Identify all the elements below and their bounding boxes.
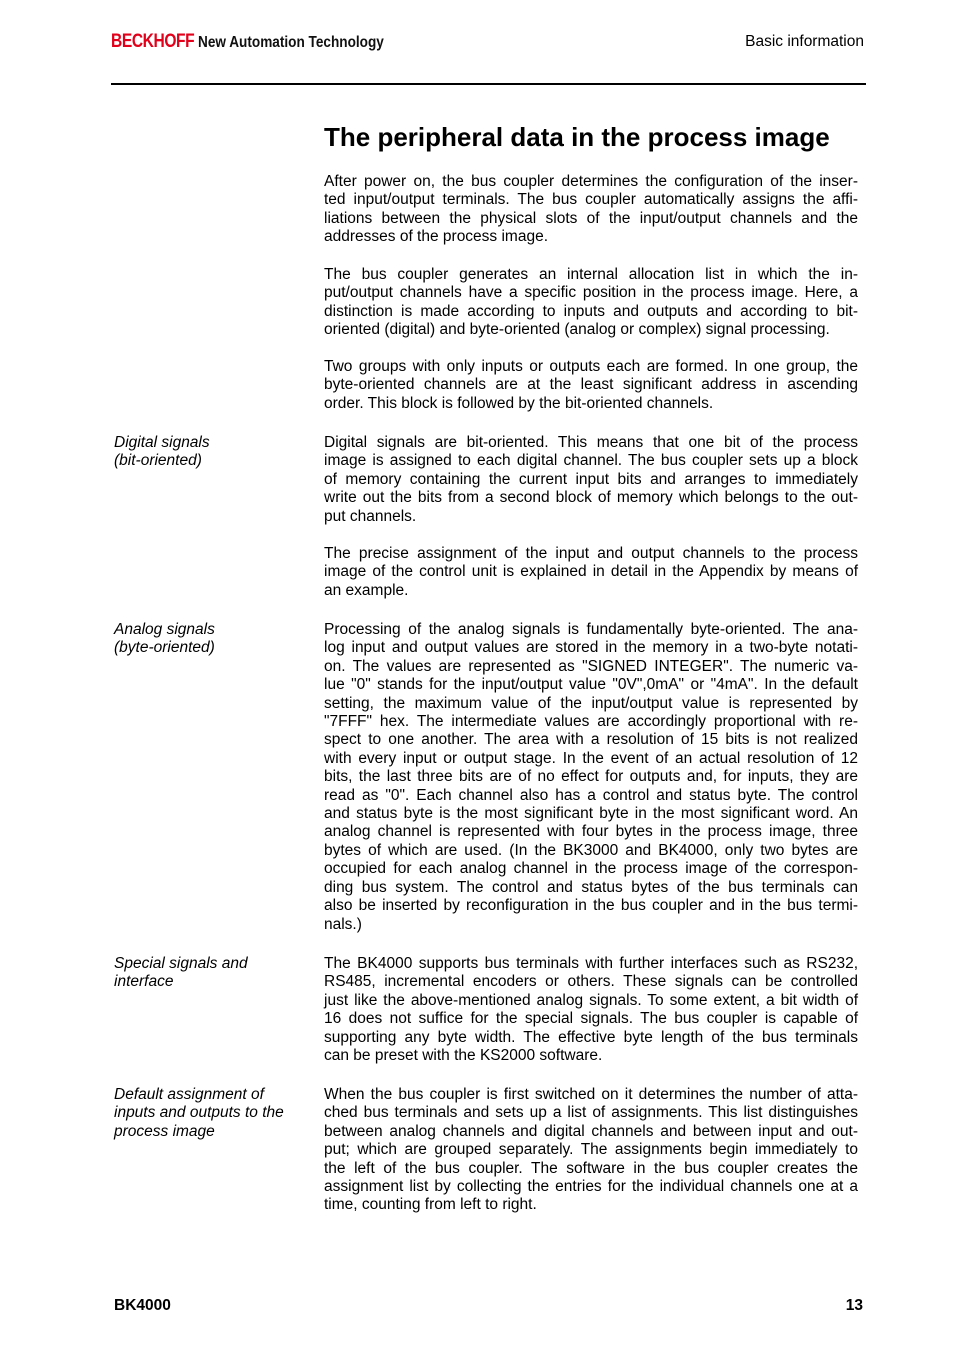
margin-label-line: interface xyxy=(114,973,174,991)
paragraph-line: also be inserted by reconfiguration in the bus coupler and in the bus termi- xyxy=(324,897,858,915)
paragraph-line: Two groups with only inputs or outputs each are formed. In one group, the xyxy=(324,358,858,375)
paragraph-line: on. The values are represented as "SIGNED INTEGER". The numeric va- xyxy=(324,657,858,675)
paragraph-line: read as "0". Each channel also has a control and status byte. The control xyxy=(324,786,858,804)
paragraph-line: the left of the bus coupler. The software in the bus coupler creates the xyxy=(324,1159,858,1177)
paragraph-line: ted input/output terminals. The bus coupler automatically assigns the affi- xyxy=(324,191,858,209)
logo-brand: BECKHOFF xyxy=(111,31,195,52)
paragraph-line: lue "0" stands for the input/output value "0V",0mA" or "4mA". In the default xyxy=(324,676,858,694)
paragraph-line: ched bus terminals and sets up a list of assignments. This list distinguishes xyxy=(324,1104,858,1122)
margin-label-line: process image xyxy=(114,1122,215,1140)
paragraph-line: liations between the physical slots of the input/output channels and the xyxy=(324,209,858,227)
paragraph-line: setting, the maximum value of the input/output value is represented by xyxy=(324,694,858,712)
paragraph xyxy=(324,434,858,526)
paragraph-line: of memory containing the current input bits and arranges to immediately xyxy=(324,470,858,488)
paragraph-line: Processing of the analog signals is fundamentally byte-oriented. The ana- xyxy=(324,621,858,638)
paragraph-line: bits, the last three bits are of no effect for outputs and, for inputs, they are xyxy=(324,768,858,786)
paragraph xyxy=(324,1086,858,1215)
paragraph-line: image is assigned to each digital channel. The bus coupler sets up a block xyxy=(324,452,858,470)
paragraph-line: After power on, the bus coupler determines the configuration of the inser- xyxy=(324,173,858,190)
paragraph xyxy=(324,621,858,934)
margin-label xyxy=(114,1086,284,1141)
paragraph xyxy=(324,955,858,1065)
margin-label-line: inputs and outputs to the xyxy=(114,1104,284,1122)
paragraph-line: write out the bits from a second block of memory which belongs to the out- xyxy=(324,489,858,507)
beckhoff-logo xyxy=(111,31,384,53)
paragraph-line: "7FFF" hex. The intermediate values are accordingly proportional with re- xyxy=(324,713,858,731)
page-title: The peripheral data in the process image xyxy=(324,122,830,152)
header-section: Basic information xyxy=(745,33,864,50)
paragraph-line: put channels. xyxy=(324,507,417,525)
paragraph-line: between analog channels and digital channels and between input and out- xyxy=(324,1122,858,1140)
paragraph-line: order. This block is followed by the bit-oriented channels. xyxy=(324,394,714,412)
paragraph-line: The bus coupler generates an internal allocation list in which the in- xyxy=(324,266,858,283)
paragraph-line: and status byte is the most significant byte in the most significant word. An xyxy=(324,805,858,823)
paragraph-line: time, counting from left to right. xyxy=(324,1196,537,1214)
paragraph-line: byte-oriented channels are at the least significant address in ascending xyxy=(324,376,858,394)
paragraph-line: distinction is made according to inputs and outputs and according to bit- xyxy=(324,302,858,320)
paragraph-line: image of the control unit is explained in detail in the Appendix by means of xyxy=(324,563,858,581)
paragraph-line: an example. xyxy=(324,581,409,599)
header-divider xyxy=(111,83,866,85)
margin-label xyxy=(114,955,248,992)
paragraph-line: log input and output values are stored in the memory in a two-byte notati- xyxy=(324,639,858,657)
paragraph-line: RS485, incremental encoders or others. These signals can be controlled xyxy=(324,973,858,991)
paragraph-line: oriented (digital) and byte-oriented (analog or complex) signal processing. xyxy=(324,321,830,339)
margin-label-line: Special signals and xyxy=(114,955,248,972)
paragraph-line: analog channel is represented with four bytes in the process image, three xyxy=(324,823,858,841)
paragraph xyxy=(324,358,858,413)
paragraph-line: Digital signals are bit-oriented. This means that one bit of the process xyxy=(324,434,858,451)
paragraph xyxy=(324,266,858,340)
paragraph-line: The precise assignment of the input and output channels to the process xyxy=(324,545,858,562)
paragraph-line: The BK4000 supports bus terminals with further interfaces such as RS232, xyxy=(324,955,858,972)
paragraph xyxy=(324,173,858,247)
paragraph-line: When the bus coupler is first switched on it determines the number of atta- xyxy=(324,1086,858,1103)
footer-product: BK4000 xyxy=(114,1297,171,1314)
paragraph-line: bytes of which are used. (In the BK3000 and BK4000, only two bytes are xyxy=(324,841,858,859)
paragraph-line: can be preset with the KS2000 software. xyxy=(324,1047,603,1065)
margin-label-line: (bit-oriented) xyxy=(114,452,202,470)
paragraph-line: occupied for each analog channel in the process image of the correspon- xyxy=(324,860,858,878)
paragraph-line: put; which are grouped separately. The assignments begin immediately to xyxy=(324,1141,858,1159)
margin-label xyxy=(114,621,215,658)
margin-label-line: Analog signals xyxy=(114,621,215,638)
page-number: 13 xyxy=(845,1297,863,1314)
paragraph-line: assignment list by collecting the entries for the individual channels one at a xyxy=(324,1178,858,1196)
margin-label-line: (byte-oriented) xyxy=(114,639,215,657)
logo-tagline: New Automation Technology xyxy=(198,34,384,51)
paragraph-line: 16 does not suffice for the special signals. The bus coupler is capable of xyxy=(324,1010,858,1028)
paragraph-line: supporting any byte width. The effective byte length of the bus terminals xyxy=(324,1028,858,1046)
paragraph-line: put/output channels have a specific position in the process image. Here, a xyxy=(324,284,858,302)
paragraph-line: just like the above-mentioned analog signals. To some extent, a bit width of xyxy=(324,991,858,1009)
paragraph-line: addresses of the process image. xyxy=(324,228,549,246)
margin-label-line: Digital signals xyxy=(114,434,210,451)
paragraph-line: ding bus system. The control and status bytes of the bus terminals can xyxy=(324,878,858,896)
paragraph xyxy=(324,545,858,600)
margin-label xyxy=(114,434,210,471)
paragraph-line: nals.) xyxy=(324,915,362,933)
paragraph-line: spect to one another. The area with a resolution of 15 bits is not realized xyxy=(324,731,858,749)
paragraph-line: with every input or output stage. In the event of an actual resolution of 12 xyxy=(324,749,858,767)
margin-label-line: Default assignment of xyxy=(114,1086,264,1103)
